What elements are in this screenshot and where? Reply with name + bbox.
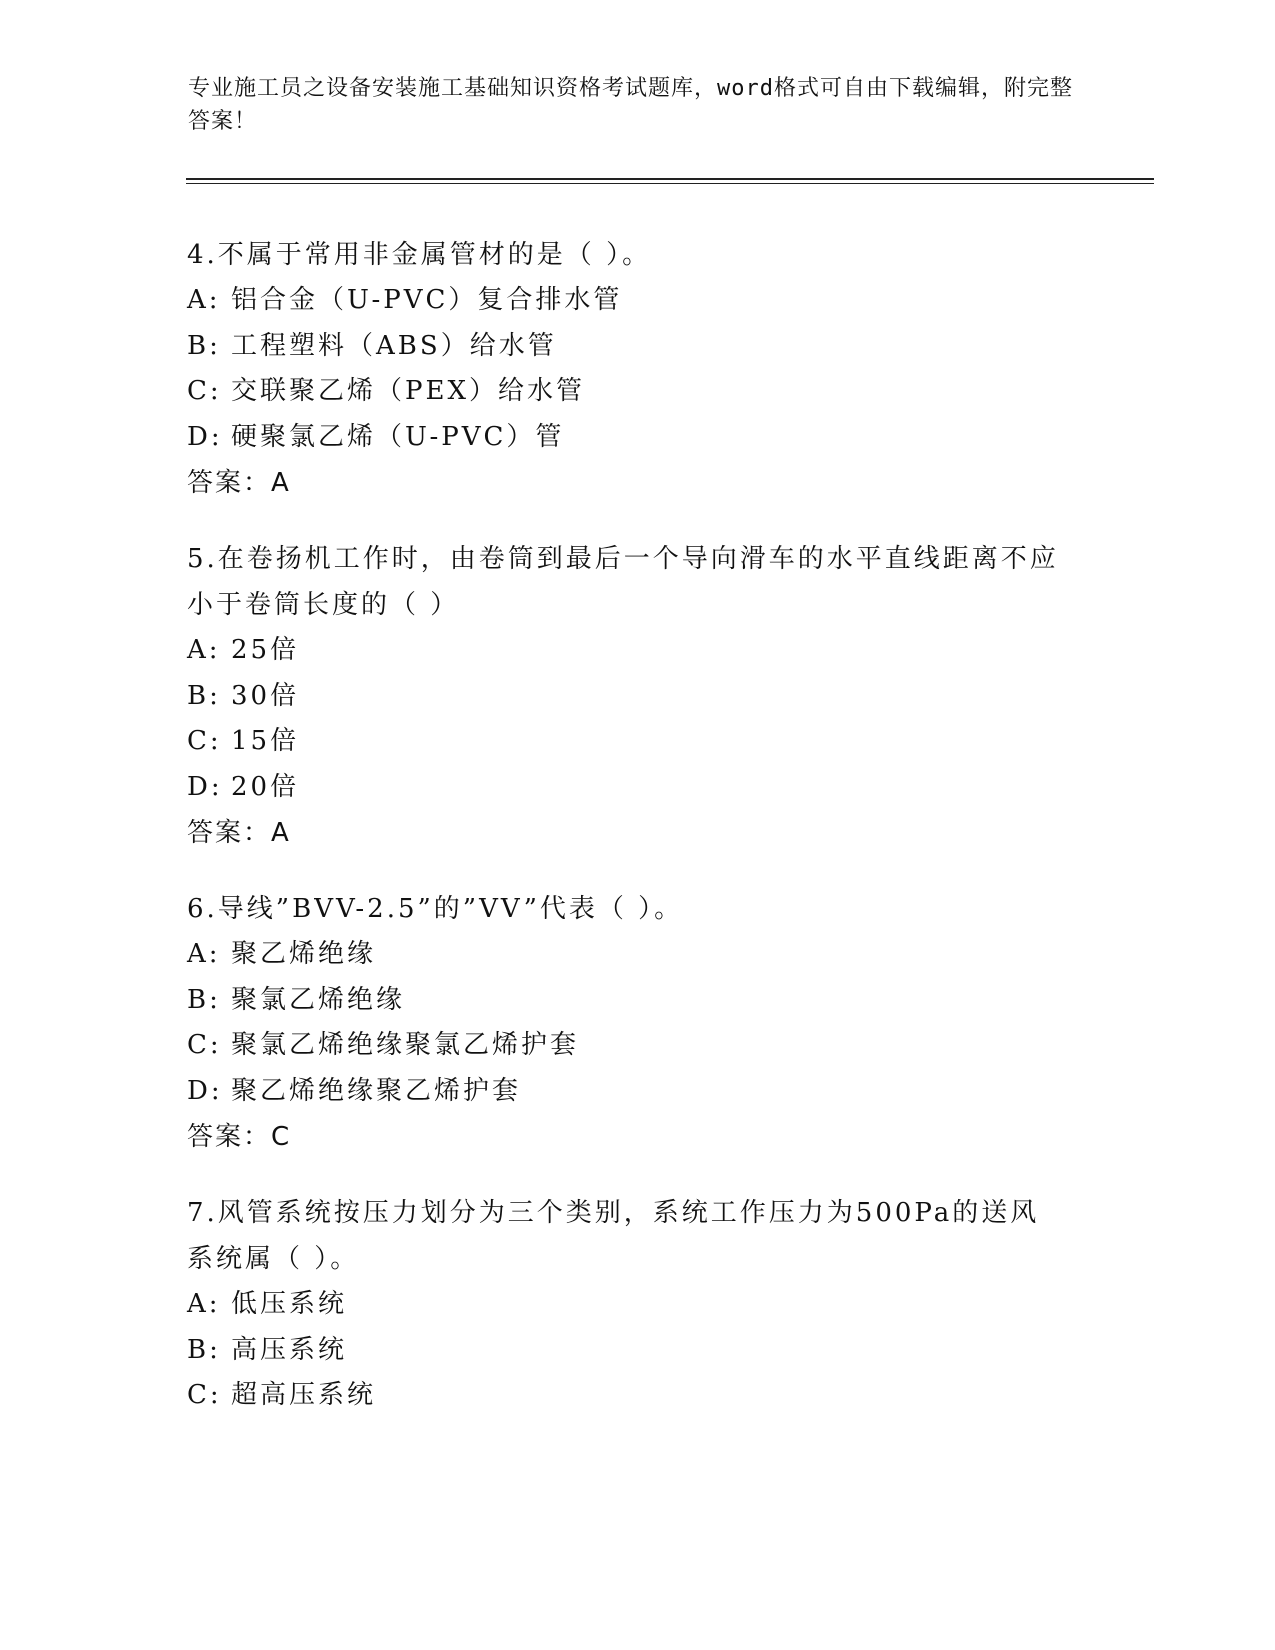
option-text: 15倍 [231,726,300,756]
option-letter: B: [187,984,221,1015]
option-text: 30倍 [231,680,300,711]
answer-line: 答案：C [187,1122,292,1152]
option-letter: A: [187,1289,221,1319]
option-c [187,369,1067,415]
question-stem: 6.导线”BVV-2.5”的”VV”代表（ ）。 [187,894,684,924]
option-letter: B: [187,680,221,711]
question-5 [187,536,1067,856]
answer-line: 答案：A [187,468,291,498]
option-text: 聚乙烯绝缘聚乙烯护套 [231,1075,522,1106]
option-letter: D: [187,421,223,452]
question-stem: 7.风管系统按压力划分为三个类别，系统工作压力为500Pa的送风系统属（ ）。 [187,1198,1040,1274]
option-letter: D: [187,771,223,802]
option-d [187,765,1067,811]
question-stem: 4.不属于常用非金属管材的是（ ）。 [187,240,652,270]
option-letter: A: [187,635,221,665]
document-header: 专业施工员之设备安装施工基础知识资格考试题库，word格式可自由下载编辑，附完整答案！ [188,76,1073,134]
option-b [187,978,1067,1024]
option-text: 铝合金（U-PVC）复合排水管 [231,285,623,315]
option-text: 聚氯乙烯绝缘聚氯乙烯护套 [231,1030,580,1060]
option-text: 超高压系统 [231,1380,377,1410]
option-d [187,1069,1067,1115]
option-text: 低压系统 [231,1289,348,1319]
option-text: 20倍 [231,771,300,802]
option-letter: B: [187,1334,221,1365]
option-letter: C: [187,376,222,406]
option-letter: A: [187,285,221,315]
option-text: 工程塑料（ABS）给水管 [231,330,557,361]
option-text: 聚乙烯绝缘 [231,939,377,969]
question-4 [187,232,1067,506]
option-b [187,674,1067,720]
answer-line: 答案：A [187,818,291,848]
option-b [187,324,1067,370]
header-divider-thick [186,178,1154,180]
option-text: 高压系统 [231,1334,348,1365]
option-c [187,1373,1067,1419]
option-c [187,1023,1067,1069]
option-text: 硬聚氯乙烯（U-PVC）管 [231,421,565,452]
question-6 [187,886,1067,1160]
option-letter: C: [187,1030,222,1060]
option-c [187,719,1067,765]
option-letter: D: [187,1075,223,1106]
option-b [187,1328,1067,1374]
question-list [187,232,1067,1449]
header-divider-thin [186,183,1154,184]
option-letter: B: [187,330,221,361]
option-letter: C: [187,726,222,756]
option-text: 25倍 [231,635,300,665]
question-7 [187,1190,1067,1419]
option-a [187,932,1067,978]
option-a [187,278,1067,324]
option-a [187,628,1067,674]
option-d [187,415,1067,461]
option-text: 交联聚乙烯（PEX）给水管 [231,376,585,406]
option-letter: A: [187,939,221,969]
option-letter: C: [187,1380,222,1410]
option-a [187,1282,1067,1328]
question-stem: 5.在卷扬机工作时，由卷筒到最后一个导向滑车的水平直线距离不应小于卷筒长度的（ ） [187,544,1059,620]
option-text: 聚氯乙烯绝缘 [231,984,406,1015]
